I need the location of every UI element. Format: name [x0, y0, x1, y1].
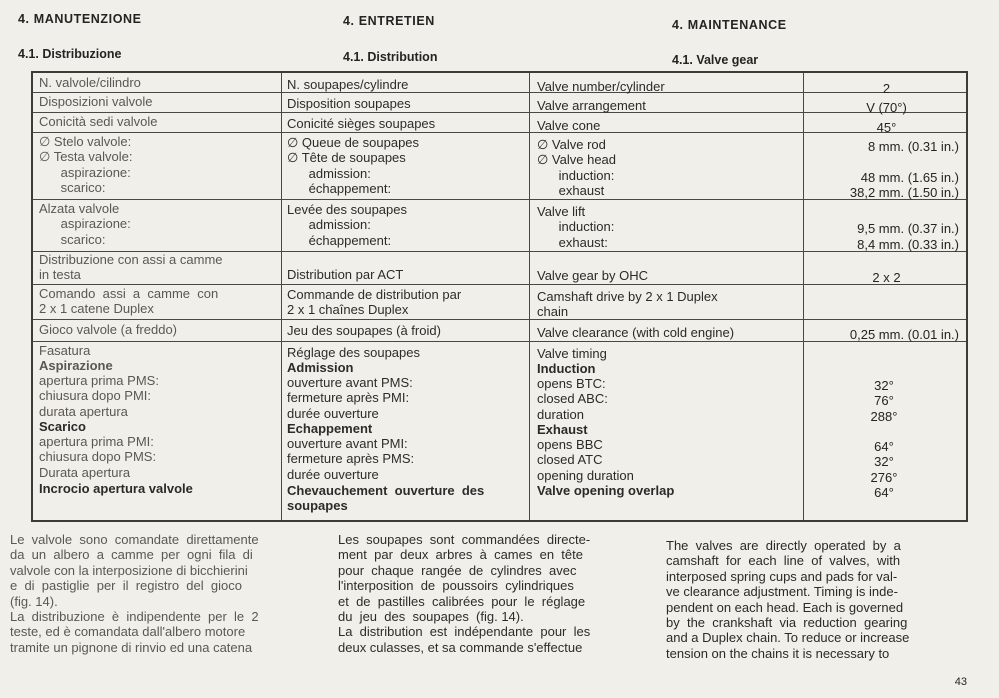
row-ohc-it: Distribuzione con assi a camme in testa [39, 252, 223, 283]
row-lift-fr: Levée des soupapes admission: échappement: [287, 202, 407, 248]
row-lift-it: Alzata valvole aspirazione: scarico: [39, 201, 131, 247]
timing-induction-values: 32° 76° 288° [870, 378, 898, 424]
timing-induction-items-en: opens BTC: closed ABC: duration [537, 376, 608, 422]
timing-overlap-it: Incrocio apertura valvole [39, 481, 193, 496]
row-arrangement-en: Valve arrangement [537, 98, 646, 113]
row-number-valves-value: 2 [882, 81, 891, 96]
row-clearance-en: Valve clearance (with cold engine) [537, 325, 735, 340]
paragraph-en: The valves are directly operated by a camshaft for each line of valves, with interposed spring cups and pads for val- ve clearance adjustment. Timing is inde- pendent on each head. Each is governed by the crankshaft via reduction gearing and a Duplex chain. To reduce or increase tension on the chains it is necessary to [666, 538, 910, 661]
row-camshaft-drive-fr: Commande de distribution par 2 x 1 chaînes Duplex [287, 287, 462, 318]
timing-induction-items-fr: ouverture avant PMS: fermeture après PMI: durée ouverture [287, 375, 413, 421]
row-cone-value: 45° [876, 120, 897, 135]
timing-induction-items-it: apertura prima PMS: chiusura dopo PMI: durata apertura [39, 373, 159, 419]
heading-en: 4. MAINTENANCE [672, 18, 787, 32]
row-camshaft-drive-it: Comando assi a camme con 2 x 1 catene Duplex [39, 286, 219, 317]
row-cone-it: Conicità sedi valvole [39, 114, 158, 129]
timing-exhaust-items-it: apertura prima PMI: chiusura dopo PMS: Durata apertura [39, 434, 157, 480]
row-clearance-it: Gioco valvole (a freddo) [39, 322, 178, 337]
row-cone-en: Valve cone [537, 118, 601, 133]
timing-exhaust-items-en: opens BBC closed ATC opening duration [537, 437, 634, 483]
subheading-fr: 4.1. Distribution [343, 50, 438, 64]
paragraph-it: Le valvole sono comandate direttamente da un albero a camme per ogni fila di valvole con la interposizione di bicchierini e di pastiglie per il registro del gioco (fig. 14). La distribuzione è indipendente per le 2 teste, ed è comandata dall'albero motore tramite un pignone di rinvio ed una catena [10, 532, 259, 655]
specification-table [31, 71, 968, 522]
row-arrangement-fr: Disposition soupapes [287, 96, 411, 111]
timing-exhaust-en: Exhaust [537, 422, 588, 437]
timing-title-en: Valve timing [537, 346, 607, 361]
row-divider [33, 319, 966, 320]
timing-exhaust-values: 64° 32° 276° 64° [870, 439, 898, 501]
heading-it: 4. MANUTENZIONE [18, 12, 142, 26]
row-cone-fr: Conicité sièges soupapes [287, 116, 436, 131]
column-divider [281, 73, 282, 520]
row-clearance-value: 0,25 mm. (0.01 in.) [849, 327, 959, 342]
row-diameters-fr: ∅ Queue de soupapes ∅ Tête de soupapes admission: échappement: [287, 135, 420, 197]
row-number-valves-fr: N. soupapes/cylindre [287, 77, 409, 92]
column-divider [803, 73, 804, 520]
timing-exhaust-fr: Echappement [287, 421, 373, 436]
subheading-it: 4.1. Distribuzione [18, 47, 122, 61]
timing-exhaust-it: Scarico [39, 419, 86, 434]
row-number-valves-it: N. valvole/cilindro [39, 75, 141, 90]
timing-overlap-en: Valve opening overlap [537, 483, 675, 498]
timing-exhaust-items-fr: ouverture avant PMI: fermeture après PMS: durée ouverture [287, 436, 415, 482]
timing-induction-fr: Admission [287, 360, 354, 375]
row-diameters-values: 8 mm. (0.31 in.) 48 mm. (1.65 in.) 38,2 mm. (1.50 in.) [849, 139, 959, 201]
subheading-en: 4.1. Valve gear [672, 53, 759, 67]
row-ohc-en: Valve gear by OHC [537, 268, 649, 283]
row-ohc-fr: Distribution par ACT [287, 267, 404, 282]
timing-title-fr: Réglage des soupapes [287, 345, 420, 360]
row-diameters-it: ∅ Stelo valvole: ∅ Testa valvole: aspirazione: scarico: [39, 134, 133, 196]
row-camshaft-drive-en: Camshaft drive by 2 x 1 Duplex chain [537, 289, 718, 320]
row-lift-en: Valve lift induction: exhaust: [537, 204, 615, 250]
timing-title-it: Fasatura [39, 343, 91, 358]
row-number-valves-en: Valve number/cylinder [537, 79, 665, 94]
column-divider [529, 73, 530, 520]
timing-overlap-fr: Chevauchement ouverture des soupapes [287, 483, 485, 514]
timing-induction-en: Induction [537, 361, 596, 376]
page-number: 43 [954, 676, 967, 688]
row-ohc-value: 2 x 2 [872, 270, 901, 285]
timing-induction-it: Aspirazione [39, 358, 113, 373]
row-clearance-fr: Jeu des soupapes (à froid) [287, 323, 441, 338]
row-lift-values: 9,5 mm. (0.37 in.) 8,4 mm. (0.33 in.) [857, 221, 959, 252]
row-diameters-en: ∅ Valve rod ∅ Valve head induction: exhaust [537, 137, 617, 199]
heading-fr: 4. ENTRETIEN [343, 14, 435, 28]
paragraph-fr: Les soupapes sont commandées directe- ment par deux arbres à cames en tête pour chaque rangée de cylindres avec l'interposition de poussoirs cylindriques et de pastilles calibrées pour le réglage du jeu des soupapes (fig. 14). La distribution est indépendante pour les deux culasses, et sa commande s'effectue [338, 532, 591, 655]
row-arrangement-it: Disposizioni valvole [39, 94, 153, 109]
row-arrangement-value: V (70°) [866, 100, 907, 115]
